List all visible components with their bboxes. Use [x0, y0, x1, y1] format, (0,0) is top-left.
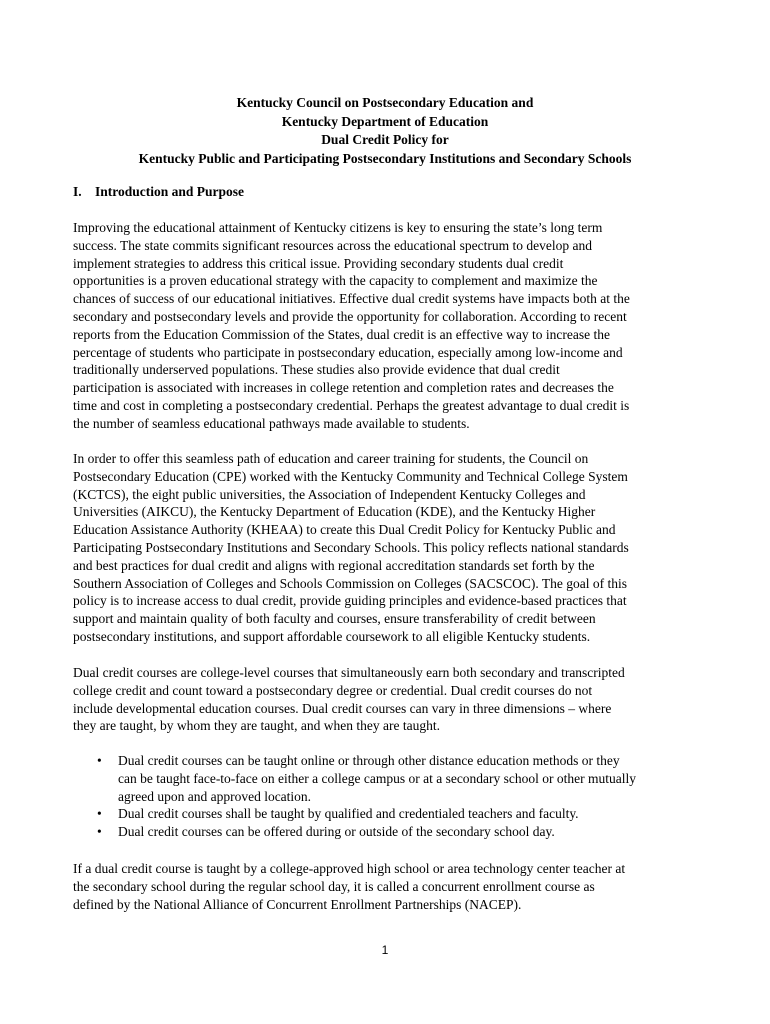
text-line: In order to offer this seamless path of education and career training for students, the Council on — [73, 451, 589, 466]
bullet-icon: • — [97, 824, 102, 840]
text-line: reports from the Education Commission of the States, dual credit is an effective way to increase the — [73, 326, 610, 342]
text-line: the number of seamless educational pathways made available to students. — [73, 415, 470, 431]
text-line: opportunities is a proven educational strategy with the capacity to complement and maximize the — [73, 273, 598, 289]
text-line: (KCTCS), the eight public universities, the Association of Independent Kentucky Colleges and — [73, 486, 586, 502]
text-line: Dual credit courses can be taught online or through other distance education methods or they — [118, 753, 620, 768]
text-line: include developmental education courses. Dual credit courses can vary in three dimensions – where — [73, 700, 612, 716]
text-line: can be taught face-to-face on either a college campus or at a secondary school or other mutually — [118, 770, 637, 786]
text-line: Dual credit courses shall be taught by qualified and credentialed teachers and faculty. — [118, 806, 579, 822]
text-line: traditionally underserved populations. These studies also provide evidence that dual credit — [73, 362, 560, 378]
list-item — [73, 752, 705, 805]
bullet-icon: • — [97, 806, 102, 822]
paragraph-concurrent-enrollment — [73, 860, 705, 913]
list-item — [73, 823, 705, 841]
section-heading — [73, 183, 244, 201]
paragraph-intro — [73, 219, 705, 433]
text-line: Participating Postsecondary Institutions and Secondary Schools. This policy reflects national standards — [73, 539, 629, 555]
title-line: Kentucky Council on Postsecondary Education and — [236, 95, 534, 110]
document-title — [0, 94, 770, 168]
text-line: implement strategies to address this critical issue. Providing secondary students dual credit — [73, 255, 564, 271]
title-line: Kentucky Department of Education — [281, 113, 489, 129]
text-line: college credit and count toward a postsecondary degree or credential. Dual credit courses do not — [73, 682, 593, 698]
text-line: Education Assistance Authority (KHEAA) to create this Dual Credit Policy for Kentucky Public and — [73, 522, 616, 538]
text-line: support and maintain quality of both faculty and courses, ensure transferability of credit between — [73, 611, 596, 627]
bullet-icon: • — [97, 753, 102, 768]
section-number: I. — [73, 184, 82, 199]
title-line: Dual Credit Policy for — [321, 132, 449, 147]
section-heading-text: Introduction and Purpose — [95, 184, 245, 199]
text-line: and best practices for dual credit and aligns with regional accreditation standards set forth by the — [73, 557, 595, 573]
list-item — [73, 805, 705, 823]
text-line: participation is associated with increases in college retention and completion rates and decreases the — [73, 380, 614, 396]
paragraph-collaboration — [73, 450, 705, 646]
text-line: success. The state commits significant resources across the educational spectrum to develop and — [73, 237, 592, 253]
text-line: Improving the educational attainment of Kentucky citizens is key to ensuring the state’s long term — [73, 220, 603, 235]
title-line: Kentucky Public and Participating Postsecondary Institutions and Secondary Schools — [138, 150, 632, 166]
text-line: If a dual credit course is taught by a college-approved high school or area technology center teacher at — [73, 861, 626, 876]
text-line: chances of success of our educational initiatives. Effective dual credit systems have impacts both at the — [73, 291, 630, 307]
paragraph-definition — [73, 664, 705, 735]
text-line: policy is to increase access to dual credit, provide guiding principles and evidence-based practices that — [73, 593, 627, 609]
text-line: Dual credit courses are college-level courses that simultaneously earn both secondary and transcripted — [73, 665, 625, 680]
bullet-list — [73, 752, 705, 841]
text-line: the secondary school during the regular school day, it is called a concurrent enrollment course as — [73, 878, 595, 894]
text-line: Southern Association of Colleges and Schools Commission on Colleges (SACSCOC). The goal of this — [73, 575, 627, 591]
text-line: they are taught, by whom they are taught, and when they are taught. — [73, 718, 441, 734]
text-line: time and cost in completing a postsecondary credential. Perhaps the greatest advantage to dual credit is — [73, 397, 630, 413]
text-line: defined by the National Alliance of Concurrent Enrollment Partnerships (NACEP). — [73, 896, 522, 912]
text-line: secondary and postsecondary levels and provide the opportunity for collaboration. According to recent — [73, 308, 627, 324]
text-line: Dual credit courses can be offered during or outside of the secondary school day. — [118, 824, 555, 840]
text-line: percentage of students who participate in postsecondary education, especially among low-income and — [73, 344, 623, 360]
text-line: agreed upon and approved location. — [118, 788, 312, 804]
text-line: Universities (AIKCU), the Kentucky Department of Education (KDE), and the Kentucky Higher — [73, 504, 596, 520]
text-line: postsecondary institutions, and support affordable coursework to all eligible Kentucky students. — [73, 628, 591, 644]
page-number: 1 — [381, 943, 389, 957]
text-line: Postsecondary Education (CPE) worked with the Kentucky Community and Technical College System — [73, 468, 628, 484]
